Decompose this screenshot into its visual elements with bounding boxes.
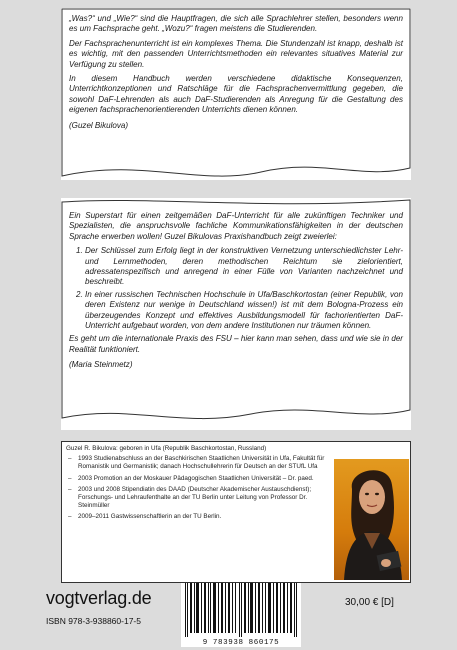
list-item: 1. Der Schlüssel zum Erfolg liegt in der konstruktiven Vernetzung unterschiedlichster Lehr- und Lernmethoden, deren methodischen Reichtum sie zielorientiert, adressatenspezifisch und anregend in einer Fülle von Varianten nachzeichnet und beschreibt. (85, 246, 403, 288)
quote-author: (Guzel Bikulova) (69, 120, 129, 130)
author-bio-text (66, 445, 330, 525)
quote-author: (Maria Steinmetz) (69, 360, 133, 370)
quote-text-bikulova (69, 14, 403, 135)
quote-points-list (69, 246, 403, 331)
quote-closing: Es geht um die internationale Praxis des FSU – hier kann man sehen, dass und wie sie in der Realität funktioniert. (69, 334, 403, 354)
isbn-number: ISBN 978-3-938860-17-5 (46, 616, 141, 626)
bio-item: – 2003 und 2008 Stipendiatin des DAAD (Deutscher Akademischer Austauschdienst); Forschungs- und Lehraufenthalte an der TU Berlin unter Leitung von Professor Dr. Steinmüller (66, 486, 330, 511)
publisher-website: vogtverlag.de (46, 588, 152, 608)
quote-panel-steinmetz (61, 198, 411, 430)
quote-paragraph: Der Fachsprachenunterricht ist ein komplexes Thema. Die Stundenzahl ist knapp, deshalb ist es wichtig, mit den passenden Unterrichtsmethoden ein relevantes situatives Material zur Verfügung zu stellen. (69, 38, 403, 69)
bio-list (66, 455, 330, 521)
bio-intro: Guzel R. Bikulova: geboren in Ufa (Republik Baschkortostan, Russland) (66, 445, 267, 452)
list-item: 2. In einer russischen Technischen Hochschule in Ufa/Baschkortostan (einer Republik, von deren Existenz nur wenige in Deutschland wissen!) ist mit dem Bologna-Prozess ein überzeugendes Konzept und effektives Ausbildungsmodell für fachorientierten DaF-Unterricht aufgebaut worden, von dem andere Institutionen nur träumen können. (85, 290, 403, 332)
quote-paragraph: „Was?“ und „Wie?“ sind die Hauptfragen, die sich alle Sprachlehrer stellen, besonders wenn es um Fachsprache geht. „Wozu?“ fragen meistens die Studierenden. (69, 14, 403, 34)
author-portrait-illustration (334, 459, 409, 580)
quote-text-steinmetz (69, 211, 403, 375)
barcode-bars (181, 583, 301, 637)
isbn-barcode (181, 583, 301, 647)
bio-item: – 1993 Studienabschluss an der Baschkirischen Staatlichen Universität in Ufa, Fakultät für Romanistik und Germanistik; danach Hochschullehrerin für Deutsch an der STUfL Ufa (66, 455, 330, 471)
quote-paragraph: In diesem Handbuch werden verschiedene didaktische Konsequenzen, Unterrichtkonzeptionen und Ratschläge für die Fachsprachenvermittlung gegeben, die sowohl DaF-Lehrenden als auch DaF-Studierenden als Anregung für die Gestaltung des eigenen fachsprachenorientierenden Unterrichts dienen können. (69, 74, 403, 115)
quote-panel-bikulova (61, 8, 411, 180)
author-photo (334, 459, 409, 580)
price-label: 30,00 € [D] (345, 597, 394, 608)
author-bio-box (61, 441, 411, 583)
quote-intro: Ein Superstart für einen zeitgemäßen DaF-Unterricht für alle zukünftigen Techniker und Spezialisten, die anspruchsvolle fachliche Kommunikationsfähigkeiten in der deutschen Sprache erwerben wollen! Guzel Bikulovas Praxishandbuch zeigt zweierlei: (69, 211, 403, 241)
barcode-number: 9 783938 860175 (202, 639, 280, 647)
bio-item: – 2003 Promotion an der Moskauer Pädagogischen Staatlichen Universität – Dr. paed. (66, 475, 330, 483)
bio-item: – 2009–2011 Gastwissenschaftlerin an der TU Berlin. (66, 513, 330, 521)
